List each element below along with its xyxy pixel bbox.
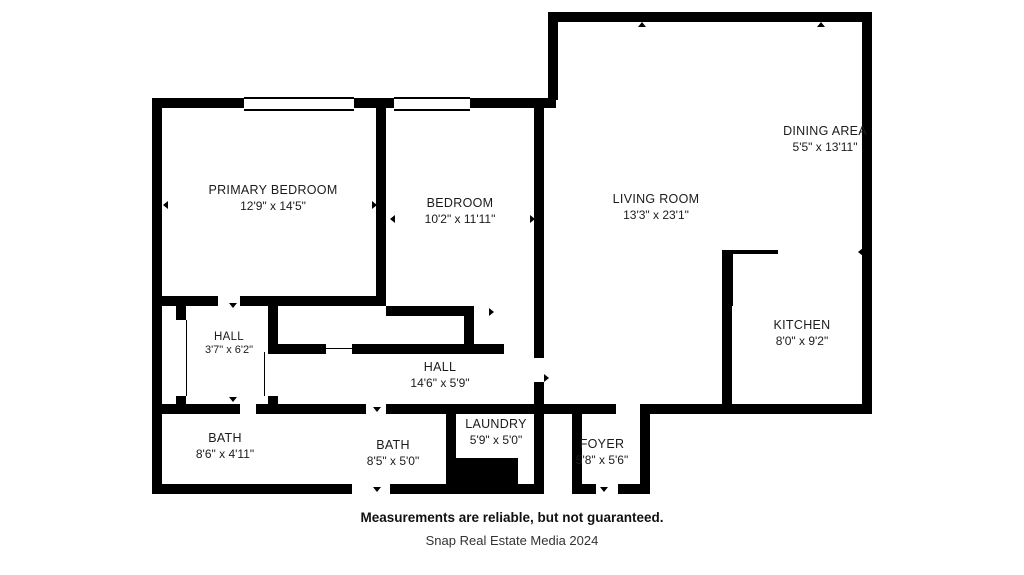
wall-kitchen-left	[722, 250, 732, 410]
arrow-primary-left	[163, 201, 168, 209]
wall-bottom-exterior-left	[152, 484, 352, 494]
arrow-dining-right	[858, 248, 863, 256]
room-name: BATH	[376, 438, 410, 452]
room-dims: 5'9" x 5'0"	[469, 432, 523, 447]
room-dims: 13'3" x 23'1"	[623, 207, 689, 222]
wall-bedroom-bottom	[386, 306, 474, 316]
wall-hall-upper-bottom	[268, 344, 326, 354]
room-dims: 5'8" x 5'6"	[575, 452, 629, 467]
wall-bedroom-living-lower	[534, 306, 544, 358]
window-primary-bedroom	[244, 97, 354, 111]
room-label-primary-bedroom	[178, 183, 368, 214]
room-dims: 12'9" x 14'5"	[240, 198, 306, 213]
wall-hall-bath-divider	[162, 404, 240, 414]
room-label-bath-left	[170, 431, 280, 462]
room-dims: 10'2" x 11'11"	[424, 211, 496, 226]
laundry-appliance	[456, 458, 518, 488]
arrow-hall-mid-right	[489, 308, 494, 316]
room-dims: 8'5" x 5'0"	[366, 453, 420, 468]
room-name: HALL	[423, 360, 457, 374]
arrow-living-top	[638, 22, 646, 27]
room-name: PRIMARY BEDROOM	[208, 183, 338, 197]
room-label-dining-area	[745, 124, 905, 155]
wall-laundry-foyer-divider2	[534, 470, 544, 494]
wall-left-exterior	[152, 98, 162, 494]
wall-hall-bath-divider3	[386, 404, 544, 414]
room-label-bedroom	[382, 196, 538, 227]
wall-foyer-bottom-right	[618, 484, 650, 494]
room-dims: 8'6" x 4'11"	[195, 446, 255, 461]
door-hall-upper-left	[186, 320, 187, 396]
wall-hall-right-lower	[268, 396, 278, 414]
room-name: HALL	[214, 331, 244, 343]
wall-primary-bedroom-bottom2	[240, 296, 386, 306]
room-dims: 3'7" x 6'2"	[204, 344, 254, 357]
arrow-bath-left-bottom	[373, 407, 381, 412]
wall-kitchen-bottom	[640, 404, 872, 414]
door-hall-bedroom	[326, 348, 352, 349]
arrow-hall-upper-top	[229, 303, 237, 308]
room-name: DINING AREA	[783, 124, 867, 138]
room-label-hall-lower	[392, 360, 488, 391]
room-label-living-room	[576, 192, 736, 223]
room-name: FOYER	[579, 437, 625, 451]
wall-living-bottom	[544, 404, 616, 414]
disclaimer-text: Measurements are reliable, but not guaranteed.	[360, 510, 664, 525]
room-name: LAUNDRY	[465, 417, 527, 431]
room-name: LIVING ROOM	[612, 192, 700, 206]
arrow-hall-upper-bottom	[229, 397, 237, 402]
wall-top-right-horizontal	[548, 12, 872, 22]
room-dims: 14'6" x 5'9"	[410, 375, 470, 390]
window-bedroom	[394, 97, 470, 111]
room-name: BEDROOM	[426, 196, 494, 210]
arrow-foyer-bottom	[600, 487, 608, 492]
arrow-hall-right-door	[544, 374, 549, 382]
room-dims: 5'5" x 13'11"	[792, 139, 858, 154]
arrow-bath-left-bottom2	[373, 487, 381, 492]
room-label-laundry	[440, 417, 552, 448]
wall-bedroom-bottom2	[464, 306, 474, 354]
room-label-hall-upper	[190, 330, 268, 358]
room-dims: 8'0" x 9'2"	[775, 333, 829, 348]
room-name: BATH	[208, 431, 242, 445]
wall-hall-left-vertical	[176, 296, 186, 320]
wall-top-bedrooms-horizontal	[152, 98, 556, 108]
door-hall-upper-right	[264, 352, 265, 396]
wall-hall-mid-horizontal	[352, 344, 504, 354]
room-label-foyer	[552, 437, 652, 468]
credit-text: Snap Real Estate Media 2024	[425, 533, 599, 548]
kitchen-counter	[732, 250, 778, 254]
arrow-living-top-2	[817, 22, 825, 27]
door-kitchen-peninsula	[732, 250, 733, 306]
wall-primary-bedroom-bottom	[162, 296, 218, 306]
wall-hall-left-lower	[176, 396, 186, 414]
arrow-primary-right	[372, 201, 377, 209]
room-label-bath-center	[340, 438, 446, 469]
wall-right-exterior	[862, 12, 872, 410]
room-name: KITCHEN	[773, 318, 831, 332]
arrow-foyer-top	[597, 404, 605, 409]
door-bedroom-lower	[386, 310, 466, 311]
room-label-kitchen	[742, 318, 862, 349]
wall-living-left-vertical	[548, 12, 558, 100]
